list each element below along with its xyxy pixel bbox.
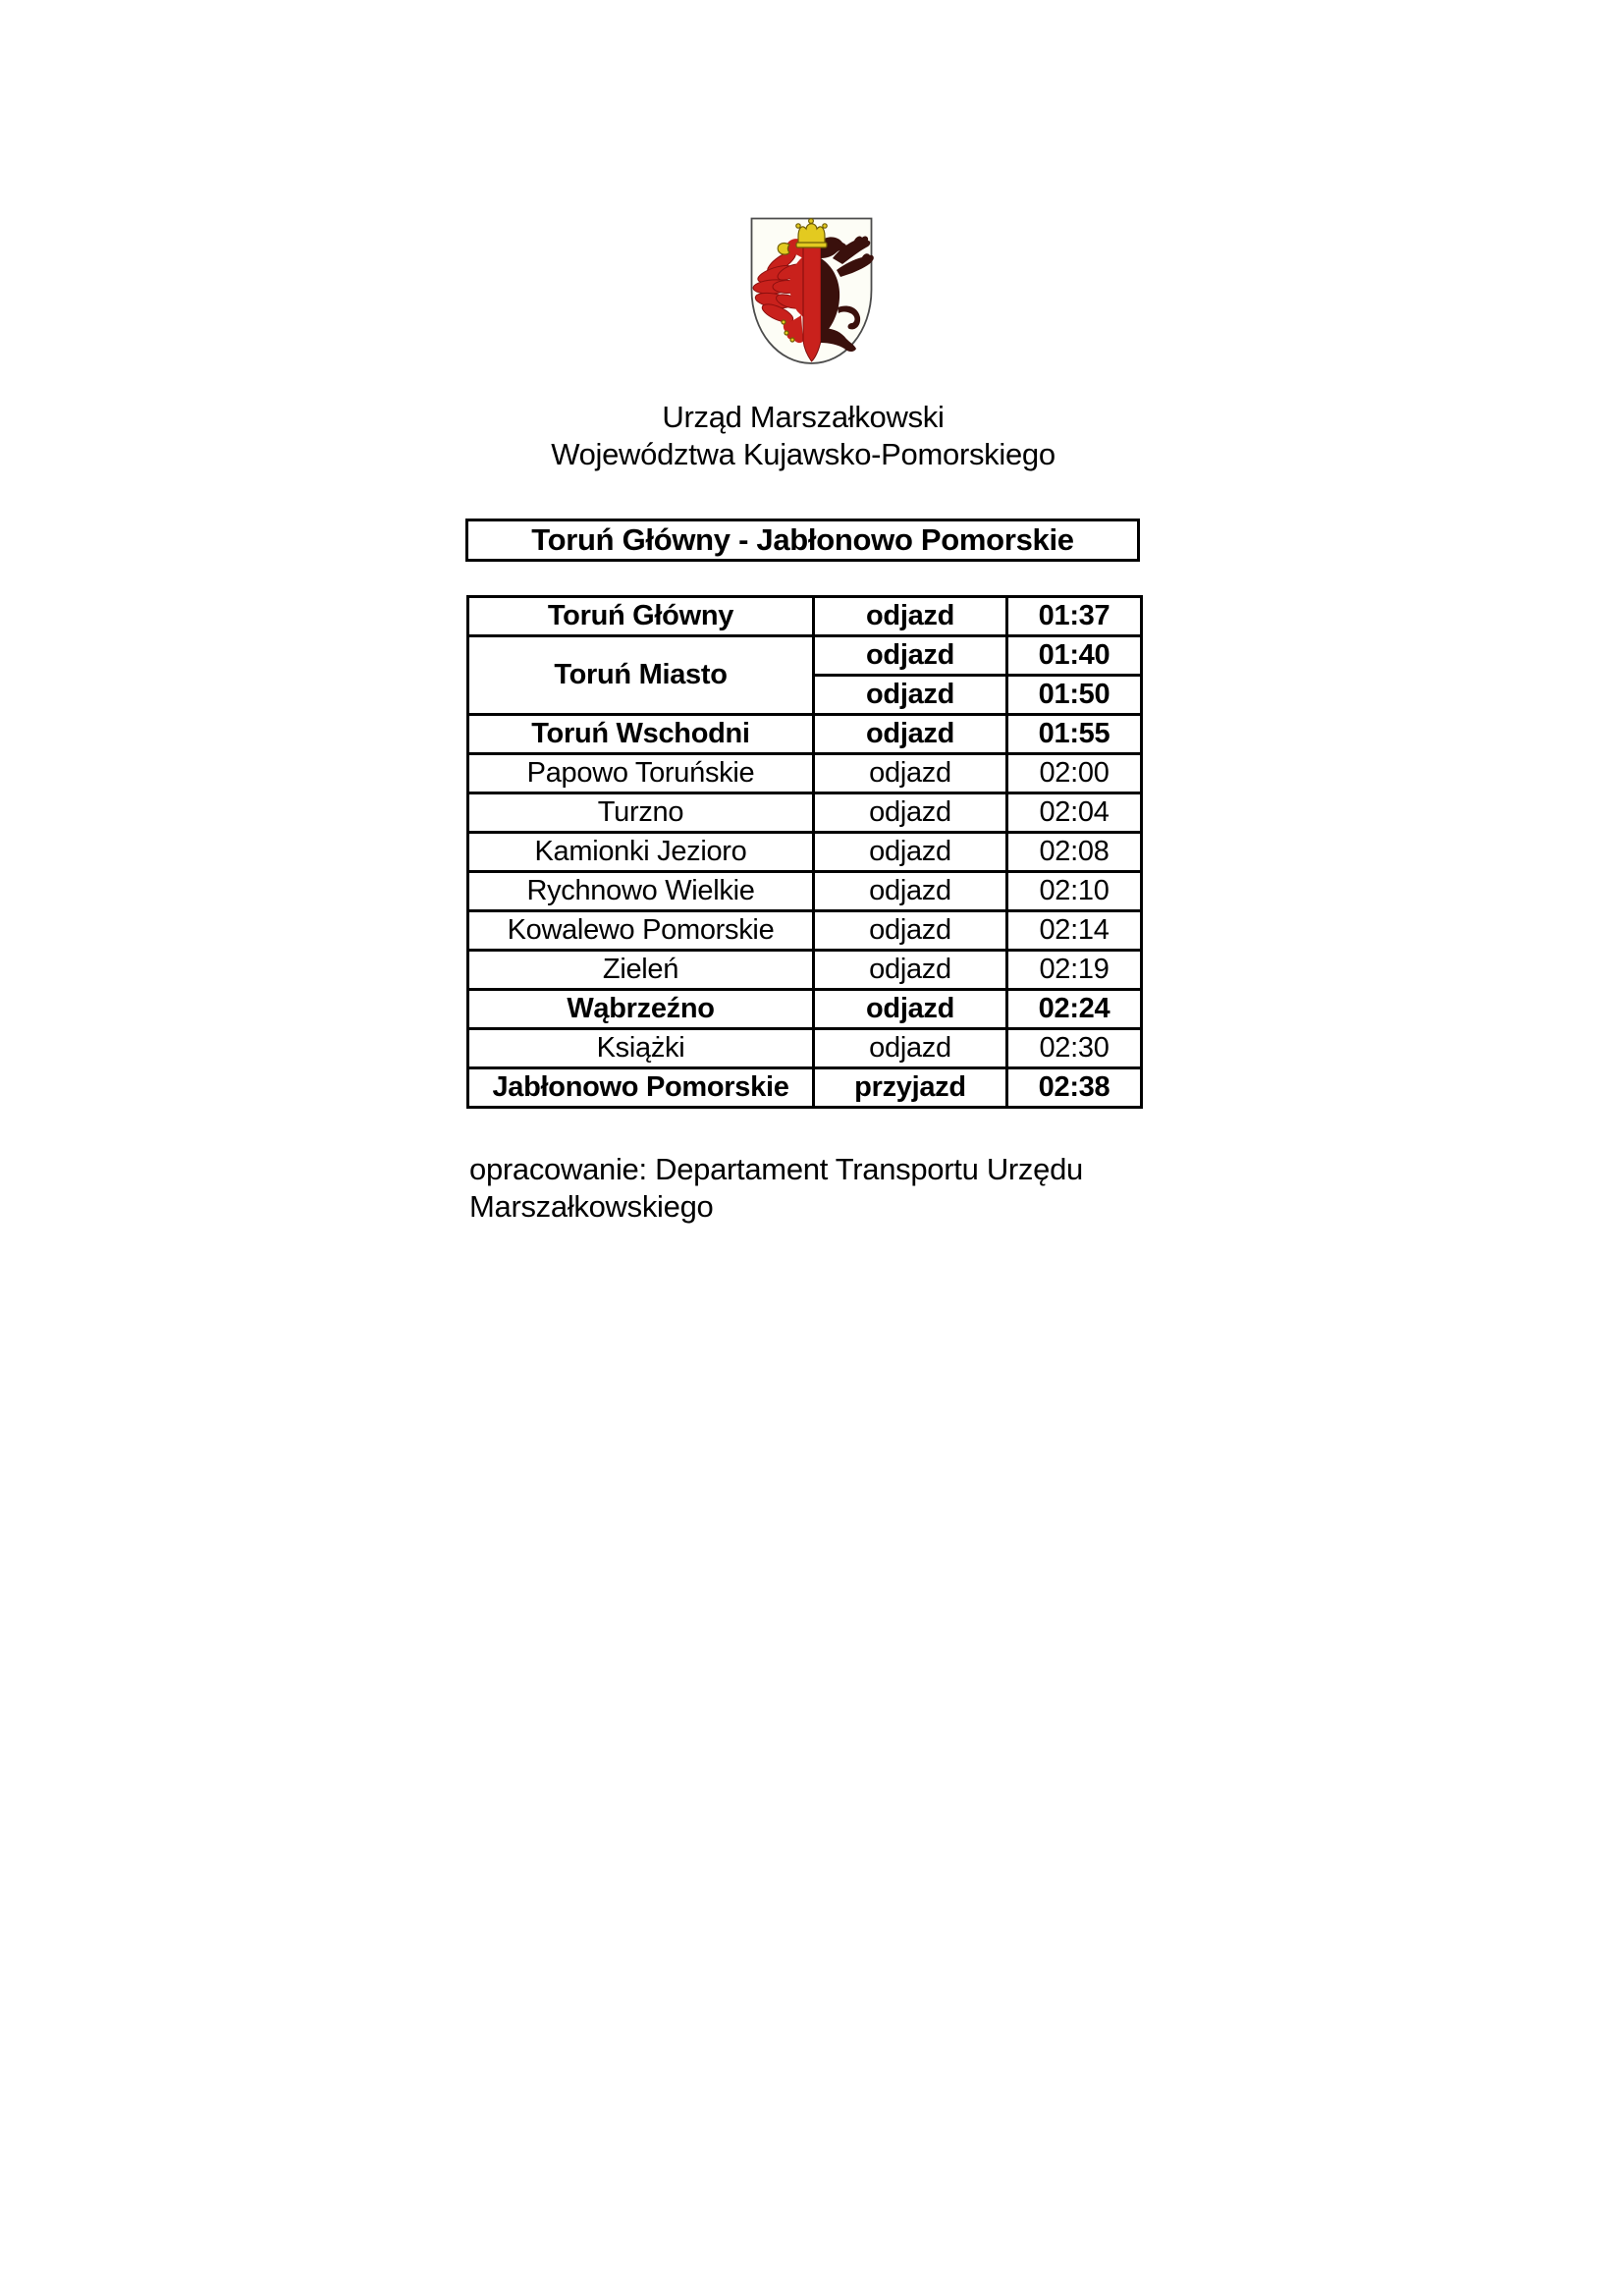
station-cell: Kowalewo Pomorskie xyxy=(468,911,814,951)
stop-type-cell: odjazd xyxy=(814,715,1007,754)
timetable-row xyxy=(468,793,1142,833)
time-cell: 02:10 xyxy=(1007,872,1142,911)
station-cell: Toruń Główny xyxy=(468,597,814,636)
stop-type-cell: odjazd xyxy=(814,754,1007,793)
timetable-row xyxy=(468,990,1142,1029)
time-cell: 02:38 xyxy=(1007,1068,1142,1108)
station-cell: Toruń Wschodni xyxy=(468,715,814,754)
time-cell: 01:37 xyxy=(1007,597,1142,636)
stop-type-cell: odjazd xyxy=(814,793,1007,833)
org-name-line2: Województwa Kujawsko-Pomorskiego xyxy=(551,437,1056,471)
stop-type-cell: odjazd xyxy=(814,833,1007,872)
stop-type-cell: odjazd xyxy=(814,636,1007,676)
time-cell: 02:00 xyxy=(1007,754,1142,793)
stop-type-cell: odjazd xyxy=(814,951,1007,990)
timetable-row xyxy=(468,833,1142,872)
stop-type-cell: odjazd xyxy=(814,911,1007,951)
time-cell: 02:08 xyxy=(1007,833,1142,872)
route-title: Toruń Główny - Jabłonowo Pomorskie xyxy=(531,522,1074,557)
station-cell: Kamionki Jezioro xyxy=(468,833,814,872)
org-header xyxy=(466,399,1140,473)
time-cell: 02:14 xyxy=(1007,911,1142,951)
station-cell: Jabłonowo Pomorskie xyxy=(468,1068,814,1108)
time-cell: 02:19 xyxy=(1007,951,1142,990)
timetable-row xyxy=(468,911,1142,951)
stop-type-cell: odjazd xyxy=(814,676,1007,715)
station-cell: Papowo Toruńskie xyxy=(468,754,814,793)
time-cell: 01:40 xyxy=(1007,636,1142,676)
station-cell: Toruń Miasto xyxy=(468,636,814,715)
timetable-row xyxy=(468,872,1142,911)
time-cell: 01:55 xyxy=(1007,715,1142,754)
stop-type-cell: odjazd xyxy=(814,872,1007,911)
station-cell: Wąbrzeźno xyxy=(468,990,814,1029)
station-cell: Rychnowo Wielkie xyxy=(468,872,814,911)
station-cell: Zieleń xyxy=(468,951,814,990)
credit-line2: Marszałkowskiego xyxy=(469,1189,714,1224)
timetable-row xyxy=(468,1029,1142,1068)
time-cell: 02:30 xyxy=(1007,1029,1142,1068)
time-cell: 02:24 xyxy=(1007,990,1142,1029)
stop-type-cell: odjazd xyxy=(814,1029,1007,1068)
station-cell: Książki xyxy=(468,1029,814,1068)
timetable-row xyxy=(468,1068,1142,1108)
coat-of-arms xyxy=(746,213,877,369)
credit-note xyxy=(469,1151,1157,1226)
route-title-box xyxy=(465,519,1140,562)
stop-type-cell: przyjazd xyxy=(814,1068,1007,1108)
time-cell: 02:04 xyxy=(1007,793,1142,833)
timetable-row xyxy=(468,715,1142,754)
stop-type-cell: odjazd xyxy=(814,597,1007,636)
station-cell: Turzno xyxy=(468,793,814,833)
timetable-row xyxy=(468,951,1142,990)
timetable-row xyxy=(468,636,1142,676)
time-cell: 01:50 xyxy=(1007,676,1142,715)
credit-line1: opracowanie: Departament Transportu Urzędu xyxy=(469,1152,1083,1186)
org-name-line1: Urząd Marszałkowski xyxy=(662,400,945,434)
timetable-row xyxy=(468,754,1142,793)
stop-type-cell: odjazd xyxy=(814,990,1007,1029)
timetable-row xyxy=(468,597,1142,636)
timetable xyxy=(466,595,1143,1109)
